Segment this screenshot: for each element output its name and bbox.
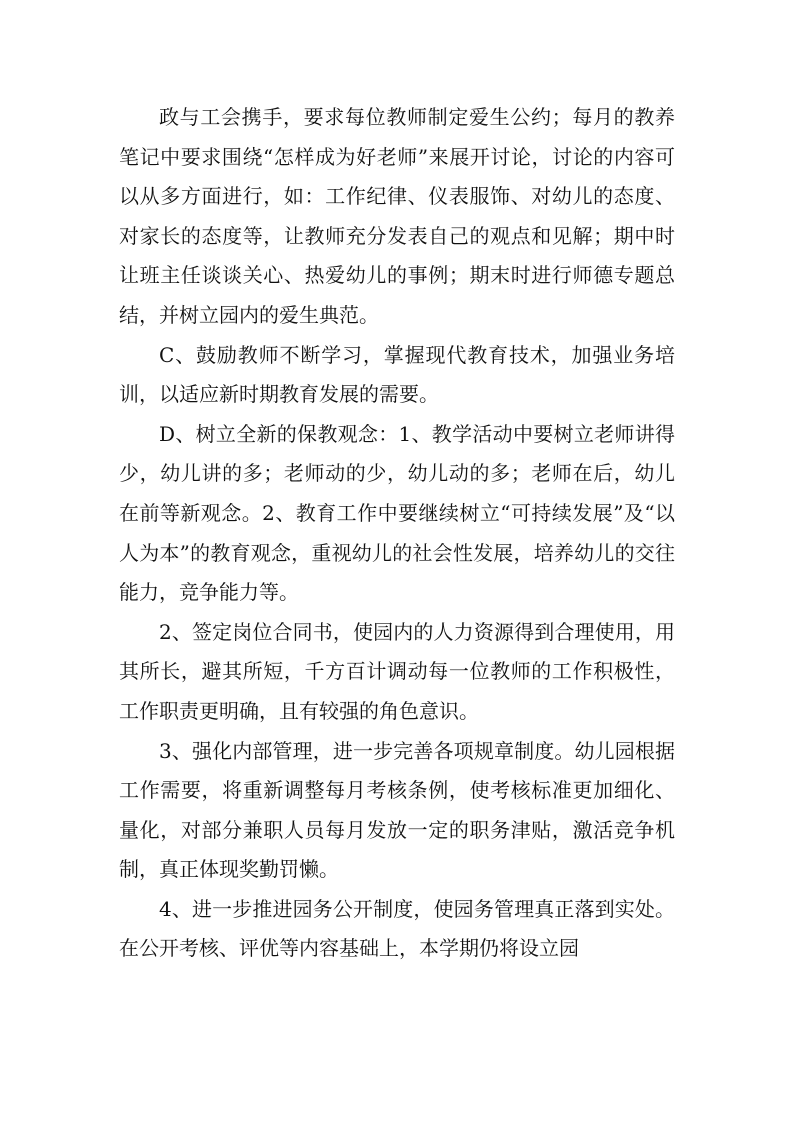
paragraph-item-d: D、树立全新的保教观念：1、教学活动中要树立老师讲得少，幼儿讲的多；老师动的少，幼儿动的多；老师在后，幼儿在前等新观念。2、教育工作中要继续树立“可持续发展”及“以人为本”的教育观念，重视幼儿的社会性发展，培养幼儿的交往能力，竞争能力等。 xyxy=(119,421,675,605)
paragraph-item-4: 4、进一步推进园务公开制度，使园务管理真正落到实处。在公开考核、评优等内容基础上，本学期仍将设立园 xyxy=(119,896,675,961)
paragraph-item-2: 2、签定岗位合同书，使园内的人力资源得到合理使用，用其所长，避其所短，千方百计调动每一位教师的工作积极性，工作职责更明确，且有较强的角色意识。 xyxy=(119,619,675,723)
document-body xyxy=(119,98,675,969)
paragraph-teacher-ethics: 政与工会携手，要求每位教师制定爱生公约；每月的教养笔记中要求围绕“怎样成为好老师”来展开讨论，讨论的内容可以从多方面进行，如：工作纪律、仪表服饰、对幼儿的态度、对家长的态度等，让教师充分发表自己的观点和见解；期中时让班主任谈谈关心、热爱幼儿的事例；期末时进行师德专题总结，并树立园内的爱生典范。 xyxy=(119,105,675,327)
paragraph-item-3: 3、强化内部管理，进一步完善各项规章制度。幼儿园根据工作需要，将重新调整每月考核条例，使考核标准更加细化、量化，对部分兼职人员每月发放一定的职务津贴，激活竞争机制，真正体现奖勤罚懒。 xyxy=(119,738,675,882)
paragraph-item-c: C、鼓励教师不断学习，掌握现代教育技术，加强业务培训，以适应新时期教育发展的需要。 xyxy=(119,342,675,407)
